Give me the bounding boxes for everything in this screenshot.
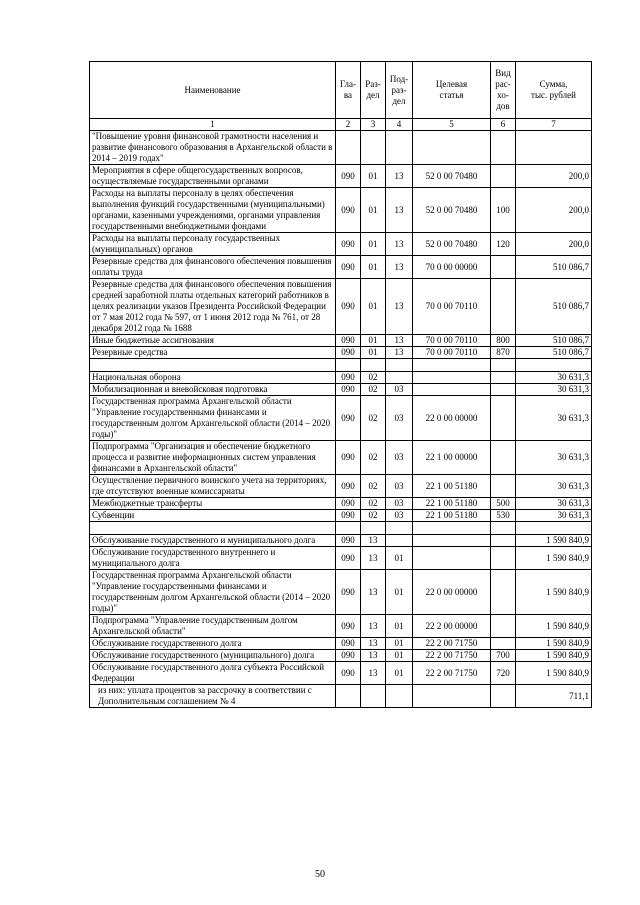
row-name: Расходы на выплаты персоналу в целях обеспечения выполнения функций государственными (муниципальными) органами, казенными учреждениями, органами управления государственными внебюджетными фондами — [90, 188, 336, 233]
row-vid — [491, 615, 516, 638]
row-razdel: 13 — [361, 615, 386, 638]
row-glava — [336, 359, 361, 372]
row-vid — [491, 547, 516, 570]
row-target: 22 0 00 00000 — [413, 396, 491, 441]
row-glava — [336, 685, 361, 708]
row-target: 22 1 00 51180 — [413, 510, 491, 522]
row-glava: 090 — [336, 188, 361, 233]
row-podrazdel: 13 — [386, 335, 413, 347]
row-vid — [491, 372, 516, 384]
row-podrazdel: 13 — [386, 279, 413, 335]
row-podrazdel: 03 — [386, 396, 413, 441]
row-target — [413, 359, 491, 372]
row-razdel: 13 — [361, 535, 386, 547]
row-podrazdel: 13 — [386, 165, 413, 188]
table-row — [90, 498, 592, 510]
row-name: Мероприятия в сфере общегосударственных вопросов, осуществляемые государственными органами — [90, 165, 336, 188]
table-row — [90, 441, 592, 475]
row-name: Национальная оборона — [90, 372, 336, 384]
row-vid — [491, 535, 516, 547]
row-glava: 090 — [336, 441, 361, 475]
row-vid — [491, 475, 516, 498]
table-row — [90, 396, 592, 441]
row-razdel: 01 — [361, 165, 386, 188]
row-target: 22 1 00 51180 — [413, 498, 491, 510]
row-target: 22 2 00 71750 — [413, 638, 491, 650]
row-podrazdel: 13 — [386, 347, 413, 359]
row-name: "Повышение уровня финансовой грамотности населения и развитие финансового образования в Архангельской области в 2014 – 2019 годах" — [90, 131, 336, 165]
row-name: Подпрограмма "Управление государственным долгом Архангельской области" — [90, 615, 336, 638]
row-glava: 090 — [336, 372, 361, 384]
row-glava: 090 — [336, 396, 361, 441]
table-row — [90, 475, 592, 498]
table-row — [90, 233, 592, 256]
row-podrazdel — [386, 131, 413, 165]
table-row — [90, 615, 592, 638]
row-glava: 090 — [336, 475, 361, 498]
row-podrazdel: 03 — [386, 510, 413, 522]
table-row — [90, 650, 592, 662]
row-podrazdel: 13 — [386, 256, 413, 279]
row-razdel: 02 — [361, 510, 386, 522]
row-name: Мобилизационная и вневойсковая подготовка — [90, 384, 336, 396]
row-name: Обслуживание государственного долга — [90, 638, 336, 650]
row-razdel: 02 — [361, 498, 386, 510]
row-glava: 090 — [336, 662, 361, 685]
row-vid — [491, 359, 516, 372]
row-vid — [491, 131, 516, 165]
row-podrazdel: 03 — [386, 475, 413, 498]
table-row — [90, 165, 592, 188]
row-name: Субвенции — [90, 510, 336, 522]
row-podrazdel — [386, 372, 413, 384]
row-sum: 510 086,7 — [516, 256, 592, 279]
col-number: 4 — [386, 119, 413, 131]
row-target — [413, 372, 491, 384]
col-number: 3 — [361, 119, 386, 131]
table-row — [90, 256, 592, 279]
row-razdel: 01 — [361, 233, 386, 256]
column-number-row — [90, 119, 592, 131]
row-sum: 200,0 — [516, 165, 592, 188]
row-podrazdel: 01 — [386, 615, 413, 638]
row-razdel — [361, 522, 386, 535]
row-razdel — [361, 685, 386, 708]
row-target: 70 0 00 70110 — [413, 335, 491, 347]
row-podrazdel — [386, 359, 413, 372]
row-razdel — [361, 359, 386, 372]
table-row — [90, 535, 592, 547]
row-sum: 30 631,3 — [516, 384, 592, 396]
row-podrazdel: 01 — [386, 638, 413, 650]
row-razdel: 01 — [361, 188, 386, 233]
row-target: 22 0 00 00000 — [413, 570, 491, 615]
header-vid: Вид рас- хо- дов — [491, 62, 516, 119]
row-sum: 1 590 840,9 — [516, 638, 592, 650]
col-number: 5 — [413, 119, 491, 131]
row-name: Иные бюджетные ассигнования — [90, 335, 336, 347]
row-sum: 510 086,7 — [516, 347, 592, 359]
col-number: 2 — [336, 119, 361, 131]
row-name — [90, 522, 336, 535]
row-sum: 1 590 840,9 — [516, 547, 592, 570]
row-sum: 200,0 — [516, 188, 592, 233]
row-name: Обслуживание государственного долга субъекта Российской Федерации — [90, 662, 336, 685]
row-target: 52 0 00 70480 — [413, 165, 491, 188]
col-number: 7 — [516, 119, 592, 131]
row-sum: 30 631,3 — [516, 510, 592, 522]
row-vid: 530 — [491, 510, 516, 522]
row-razdel: 01 — [361, 347, 386, 359]
row-target: 22 2 00 71750 — [413, 650, 491, 662]
row-vid — [491, 638, 516, 650]
row-target: 52 0 00 70480 — [413, 233, 491, 256]
row-vid — [491, 256, 516, 279]
row-glava: 090 — [336, 510, 361, 522]
row-sum: 510 086,7 — [516, 335, 592, 347]
row-vid — [491, 396, 516, 441]
row-podrazdel: 01 — [386, 662, 413, 685]
table-row — [90, 372, 592, 384]
row-vid — [491, 384, 516, 396]
row-target: 22 1 00 00000 — [413, 441, 491, 475]
row-vid: 800 — [491, 335, 516, 347]
row-target: 52 0 00 70480 — [413, 188, 491, 233]
row-podrazdel — [386, 535, 413, 547]
row-name: Резервные средства для финансового обеспечения повышения оплаты труда — [90, 256, 336, 279]
row-sum: 30 631,3 — [516, 441, 592, 475]
row-sum: 200,0 — [516, 233, 592, 256]
row-razdel: 02 — [361, 396, 386, 441]
row-razdel: 13 — [361, 638, 386, 650]
row-sum: 1 590 840,9 — [516, 570, 592, 615]
table-row — [90, 384, 592, 396]
row-sum: 1 590 840,9 — [516, 650, 592, 662]
row-name: Обслуживание государственного (муниципального) долга — [90, 650, 336, 662]
table-row — [90, 638, 592, 650]
row-podrazdel: 01 — [386, 570, 413, 615]
row-razdel: 02 — [361, 475, 386, 498]
col-number: 6 — [491, 119, 516, 131]
row-target: 70 0 00 00000 — [413, 256, 491, 279]
row-target: 22 1 00 51180 — [413, 475, 491, 498]
row-glava — [336, 522, 361, 535]
row-glava: 090 — [336, 615, 361, 638]
budget-table — [89, 61, 592, 708]
row-name: Подпрограмма "Организация и обеспечение бюджетного процесса и развитие информационных систем управления финансами в Архангельской области" — [90, 441, 336, 475]
row-target — [413, 384, 491, 396]
row-glava: 090 — [336, 256, 361, 279]
header-podrazdel: Под- раз- дел — [386, 62, 413, 119]
table-row — [90, 188, 592, 233]
row-vid — [491, 522, 516, 535]
row-sum: 1 590 840,9 — [516, 662, 592, 685]
row-sum: 30 631,3 — [516, 498, 592, 510]
row-sum: 30 631,3 — [516, 475, 592, 498]
header-sum: Сумма, тыс. рублей — [516, 62, 592, 119]
row-vid: 700 — [491, 650, 516, 662]
table-row — [90, 685, 592, 708]
row-podrazdel: 13 — [386, 233, 413, 256]
row-name: Обслуживание государственного и муниципального долга — [90, 535, 336, 547]
row-sum — [516, 131, 592, 165]
row-name: Расходы на выплаты персоналу государственных (муниципальных) органов — [90, 233, 336, 256]
table-row — [90, 131, 592, 165]
header-razdel: Раз- дел — [361, 62, 386, 119]
row-name: Межбюджетные трансферты — [90, 498, 336, 510]
row-name: Осуществление первичного воинского учета на территориях, где отсутствуют военные комиссариаты — [90, 475, 336, 498]
row-podrazdel — [386, 522, 413, 535]
row-podrazdel — [386, 685, 413, 708]
page-number: 50 — [315, 869, 325, 880]
row-target — [413, 547, 491, 570]
col-number: 1 — [90, 119, 336, 131]
row-podrazdel: 03 — [386, 441, 413, 475]
row-vid: 100 — [491, 188, 516, 233]
header-glava: Гла- ва — [336, 62, 361, 119]
row-name: Обслуживание государственного внутреннего и муниципального долга — [90, 547, 336, 570]
row-vid — [491, 441, 516, 475]
row-glava: 090 — [336, 347, 361, 359]
row-name: Резервные средства для финансового обеспечения повышения средней заработной платы отдельных категорий работников в целях реализации указов Президента Российской Федерации от 7 мая 2012 года № 597, от 1 июня 2012 года № 761, от 28 декабря 2012 года № 1688 — [90, 279, 336, 335]
row-sum: 510 086,7 — [516, 279, 592, 335]
row-podrazdel: 03 — [386, 384, 413, 396]
row-sum: 1 590 840,9 — [516, 535, 592, 547]
blank-row — [90, 522, 592, 535]
table-row — [90, 547, 592, 570]
row-razdel: 02 — [361, 372, 386, 384]
row-target: 70 0 00 70110 — [413, 279, 491, 335]
row-razdel: 01 — [361, 256, 386, 279]
header-row — [90, 62, 592, 119]
row-razdel: 01 — [361, 335, 386, 347]
row-glava: 090 — [336, 335, 361, 347]
row-glava: 090 — [336, 165, 361, 188]
row-vid: 870 — [491, 347, 516, 359]
row-name: Государственная программа Архангельской области "Управление государственными финансами и государственным долгом Архангельской области (2014 – 2020 годы)" — [90, 570, 336, 615]
table-row — [90, 570, 592, 615]
row-razdel: 13 — [361, 547, 386, 570]
row-sum: 30 631,3 — [516, 396, 592, 441]
table-row — [90, 279, 592, 335]
row-vid — [491, 165, 516, 188]
row-vid: 120 — [491, 233, 516, 256]
row-glava: 090 — [336, 535, 361, 547]
table-row — [90, 347, 592, 359]
row-razdel: 13 — [361, 662, 386, 685]
row-vid: 720 — [491, 662, 516, 685]
row-glava: 090 — [336, 498, 361, 510]
table-row — [90, 662, 592, 685]
row-podrazdel: 01 — [386, 650, 413, 662]
table-row — [90, 335, 592, 347]
table-row — [90, 510, 592, 522]
row-razdel: 01 — [361, 279, 386, 335]
table-body — [90, 131, 592, 708]
header-name: Наименование — [90, 62, 336, 119]
row-glava: 090 — [336, 279, 361, 335]
row-razdel — [361, 131, 386, 165]
row-name: из них: уплата процентов за рассрочку в соответствии с Дополнительным соглашением № 4 — [90, 685, 336, 708]
row-razdel: 13 — [361, 650, 386, 662]
row-glava: 090 — [336, 650, 361, 662]
row-sum: 1 590 840,9 — [516, 615, 592, 638]
row-target — [413, 685, 491, 708]
row-glava: 090 — [336, 547, 361, 570]
row-target: 70 0 00 70110 — [413, 347, 491, 359]
row-target — [413, 535, 491, 547]
row-razdel: 13 — [361, 570, 386, 615]
row-sum: 711,1 — [516, 685, 592, 708]
row-vid — [491, 279, 516, 335]
row-glava: 090 — [336, 570, 361, 615]
row-sum — [516, 522, 592, 535]
header-target: Целевая статья — [413, 62, 491, 119]
row-glava: 090 — [336, 384, 361, 396]
row-glava: 090 — [336, 233, 361, 256]
row-podrazdel: 03 — [386, 498, 413, 510]
row-podrazdel: 01 — [386, 547, 413, 570]
row-razdel: 02 — [361, 384, 386, 396]
row-vid — [491, 685, 516, 708]
row-target — [413, 522, 491, 535]
row-podrazdel: 13 — [386, 188, 413, 233]
row-name: Резервные средства — [90, 347, 336, 359]
row-vid — [491, 570, 516, 615]
row-vid: 500 — [491, 498, 516, 510]
row-glava — [336, 131, 361, 165]
blank-row — [90, 359, 592, 372]
row-name: Государственная программа Архангельской области "Управление государственными финансами и государственным долгом Архангельской области (2014 – 2020 годы)" — [90, 396, 336, 441]
row-name — [90, 359, 336, 372]
row-target: 22 2 00 00000 — [413, 615, 491, 638]
row-target: 22 2 00 71750 — [413, 662, 491, 685]
row-target — [413, 131, 491, 165]
row-sum: 30 631,3 — [516, 372, 592, 384]
row-razdel: 02 — [361, 441, 386, 475]
row-glava: 090 — [336, 638, 361, 650]
row-sum — [516, 359, 592, 372]
